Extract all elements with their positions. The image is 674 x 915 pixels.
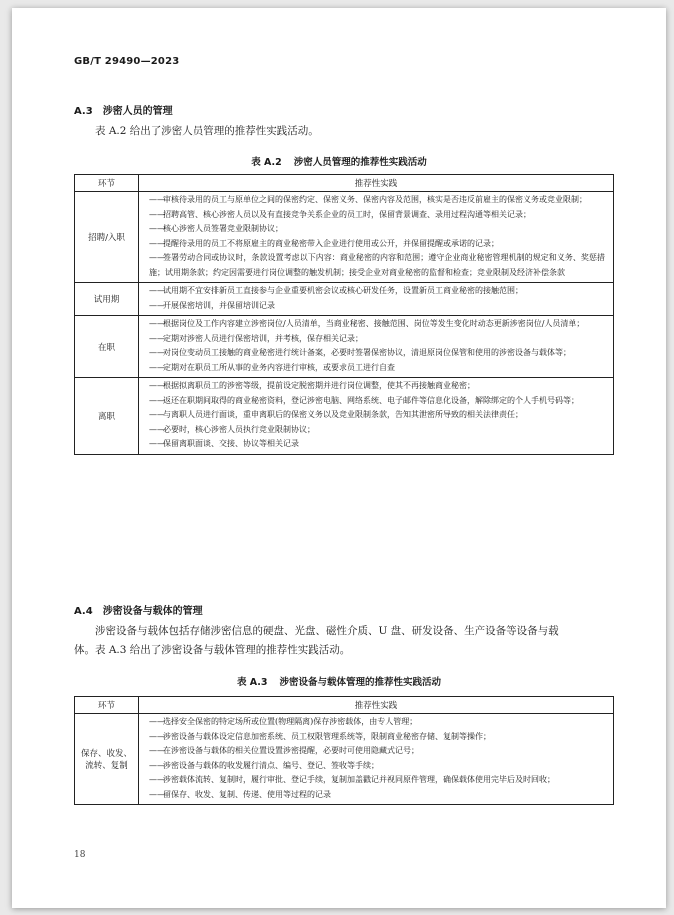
practice-item: ——根据拟离职员工的涉密等级，提前设定脱密期并进行岗位调整，使其不再接触商业秘密； xyxy=(149,381,475,390)
col-header-practice: 推荐性实践 xyxy=(139,697,614,714)
table-row xyxy=(75,192,614,283)
practice-item: ——必要时，核心涉密人员执行竞业限制协议； xyxy=(149,424,315,434)
section-number: A.4 xyxy=(74,606,93,617)
practice-item: ——提醒待录用的员工不将原雇主的商业秘密带入企业进行使用或公开，并保留提醒或承诺的记录； xyxy=(149,238,499,248)
practice-item: ——定期对在职员工所从事的业务内容进行审核，或要求员工进行自查 xyxy=(149,362,395,372)
table-row xyxy=(75,316,614,378)
practice-item: ——对岗位变动员工接触的商业秘密进行统计备案，必要时签署保密协议，清退原岗位保管和使用的涉密设备与载体等； xyxy=(149,348,571,357)
stage-cell xyxy=(75,714,139,805)
stage-line: 流转、复制 xyxy=(85,761,128,771)
practice-item: ——核心涉密人员签署竞业限制协议； xyxy=(149,224,283,233)
section-a3-heading xyxy=(74,102,173,117)
practice-cell xyxy=(139,316,614,378)
section-a4-intro xyxy=(74,622,614,660)
intro-text-line1: 涉密设备与载体包括存储涉密信息的硬盘、光盘、磁性介质、U 盘、研发设备、生产设备等设备与载 xyxy=(95,625,559,637)
table-number: 表 A.3 xyxy=(236,677,268,688)
practice-item: ——根据岗位及工作内容建立涉密岗位/人员清单，当商业秘密、接触范围、岗位等发生变化时动态更新涉密岗位/人员清单； xyxy=(149,319,585,328)
practice-item: ——返还在职期间取得的商业秘密资料，登记涉密电脑、网络系统、电子邮件等信息化设备，解除绑定的个人手机号码等； xyxy=(149,395,579,405)
practice-item: ——涉密设备与载体的收发履行清点、编号、登记、签收等手续； xyxy=(149,760,379,770)
practice-item: ——签署劳动合同或协议时，条款设置考虑以下内容：商业秘密的内容和范围；遵守企业商业秘密管理机制的规定和义务、奖惩措施；试用期条款；约定因需要进行岗位调整的触发机制；接受企业对商业秘密的监督和检查；竞业限制及经济补偿条款 xyxy=(149,253,605,277)
section-a4-heading xyxy=(74,602,203,617)
table-row xyxy=(75,714,614,805)
table-title: 涉密设备与载体管理的推荐性实践活动 xyxy=(279,677,442,688)
practice-item: ——留保存、收发、复制、传递、使用等过程的记录 xyxy=(149,789,331,799)
practice-item: ——在涉密设备与载体的相关位置设置涉密提醒，必要时可使用隐藏式记号； xyxy=(149,746,419,755)
table-row xyxy=(75,378,614,455)
practice-item: ——招聘高管、核心涉密人员以及有直接竞争关系企业的员工时，保留背景调查、录用过程沟通等相关记录； xyxy=(149,209,531,219)
col-header-stage: 环节 xyxy=(75,697,139,714)
practice-cell xyxy=(139,192,614,283)
table-a2 xyxy=(74,174,614,455)
page-number: 18 xyxy=(74,850,86,860)
table-a2-caption xyxy=(12,154,666,168)
practice-item: ——试用期不宜安排新员工直接参与企业重要机密会议或核心研发任务，设置新员工商业秘密的接触范围； xyxy=(149,286,523,295)
practice-cell xyxy=(139,283,614,316)
col-header-practice: 推荐性实践 xyxy=(139,175,614,192)
table-number: 表 A.2 xyxy=(251,157,282,168)
stage-cell: 在职 xyxy=(75,316,139,378)
practice-cell xyxy=(139,714,614,805)
stage-cell: 试用期 xyxy=(75,283,139,316)
table-title: 涉密人员管理的推荐性实践活动 xyxy=(293,157,427,168)
practice-item: ——定期对涉密人员进行保密培训，并考核，保存相关记录； xyxy=(149,333,363,343)
table-row xyxy=(75,283,614,316)
practice-item: ——涉密设备与载体设定信息加密系统、员工权限管理系统等，限制商业秘密存储、复制等操作； xyxy=(149,731,491,741)
stage-cell: 离职 xyxy=(75,378,139,455)
stage-line: 保存、收发、 xyxy=(80,749,132,759)
document-page xyxy=(12,8,666,908)
practice-item: ——审核待录用的员工与原单位之间的保密约定、保密义务、保密内容及范围，核实是否违反前雇主的保密义务或竞业限制； xyxy=(149,195,587,204)
table-a3-caption xyxy=(12,674,666,688)
practice-item: ——选择安全保密的特定场所或位置(物理隔离)保存涉密载体，由专人管理； xyxy=(149,717,418,726)
practice-item: ——开展保密培训，并保留培训记录 xyxy=(149,300,275,310)
section-a3-intro xyxy=(74,122,614,141)
table-a3 xyxy=(74,696,614,805)
practice-item: ——涉密载体流转、复制时，履行审批、登记手续，复制加盖戳记并视同原件管理，确保载体使用完毕后及时回收； xyxy=(149,775,555,784)
section-title: 涉密人员的管理 xyxy=(102,106,173,117)
practice-item: ——保留离职面谈、交接、协议等相关记录 xyxy=(149,439,299,448)
col-header-stage: 环节 xyxy=(75,175,139,192)
section-number: A.3 xyxy=(74,106,93,117)
stage-cell: 招聘/入职 xyxy=(75,192,139,283)
intro-text: 表 A.2 给出了涉密人员管理的推荐性实践活动。 xyxy=(95,125,319,137)
standard-header: GB/T 29490—2023 xyxy=(74,56,180,67)
table-header-row xyxy=(75,175,614,192)
section-title: 涉密设备与载体的管理 xyxy=(102,606,203,617)
table-header-row xyxy=(75,697,614,714)
practice-item: ——与离职人员进行面谈，重申离职后的保密义务以及竞业限制条款，告知其泄密所导致的相关法律责任； xyxy=(149,410,523,419)
practice-cell xyxy=(139,378,614,455)
intro-text-line2: 体。表 A.3 给出了涉密设备与载体管理的推荐性实践活动。 xyxy=(74,644,351,656)
